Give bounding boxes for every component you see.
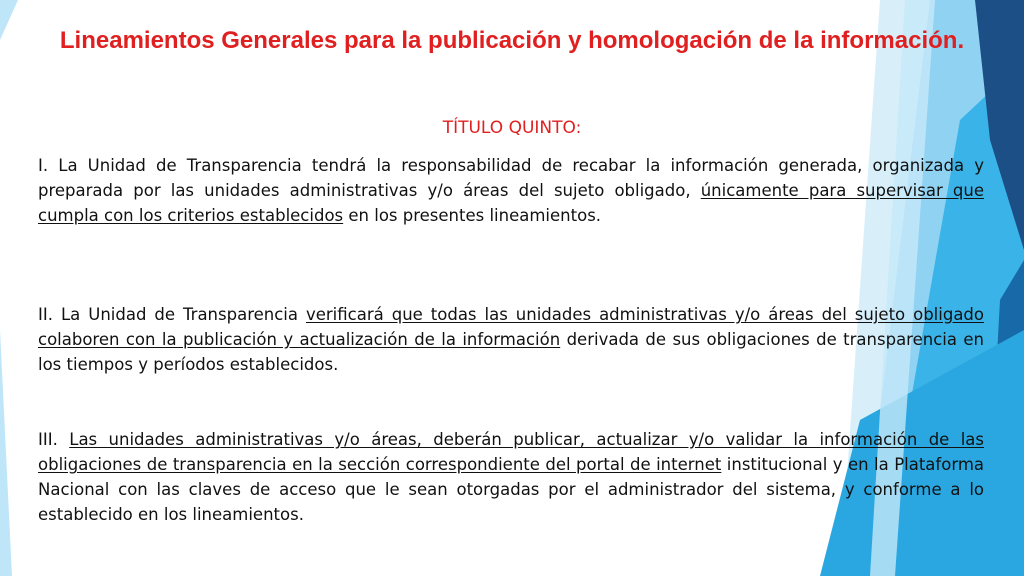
paragraph-2-prefix: II. La Unidad de Transparencia: [38, 305, 306, 324]
section-subtitle: TÍTULO QUINTO:: [442, 118, 582, 138]
paragraph-3: [38, 427, 984, 527]
paragraph-3-underlined: Las unidades administrativas y/o áreas, deberán publicar, actualizar y/o validar la información de las obligaciones de transparencia en la sección correspondiente del portal de internet: [38, 430, 985, 474]
paragraph-2: [38, 302, 984, 377]
paragraph-2-underlined: verificará que todas las unidades administrativas y/o áreas del sujeto obligado colaboren con la publicación y actualización de la información: [38, 305, 985, 349]
paragraph-3-prefix: III.: [38, 430, 70, 449]
paragraph-3-suffix: institucional y en la Plataforma Nacional con las claves de acceso que le sean otorgadas por el administrador del sistema, y conforme a lo establecido en los lineamientos.: [38, 455, 985, 524]
paragraph-1-suffix: en los presentes lineamientos.: [343, 206, 602, 225]
slide-title: Lineamientos Generales para la publicación y homologación de la información.: [59, 27, 965, 54]
paragraph-1: [38, 153, 984, 228]
paragraph-2-suffix: derivada de sus obligaciones de transparencia en los tiempos y períodos establecidos.: [38, 330, 984, 374]
paragraph-1-underlined: únicamente para supervisar que cumpla con los criterios establecidos: [38, 181, 984, 225]
paragraph-1-prefix: I. La Unidad de Transparencia tendrá la responsabilidad de recabar la información generada, organizada y preparada por las unidades administrativas y/o áreas del sujeto obligado,: [38, 156, 984, 200]
